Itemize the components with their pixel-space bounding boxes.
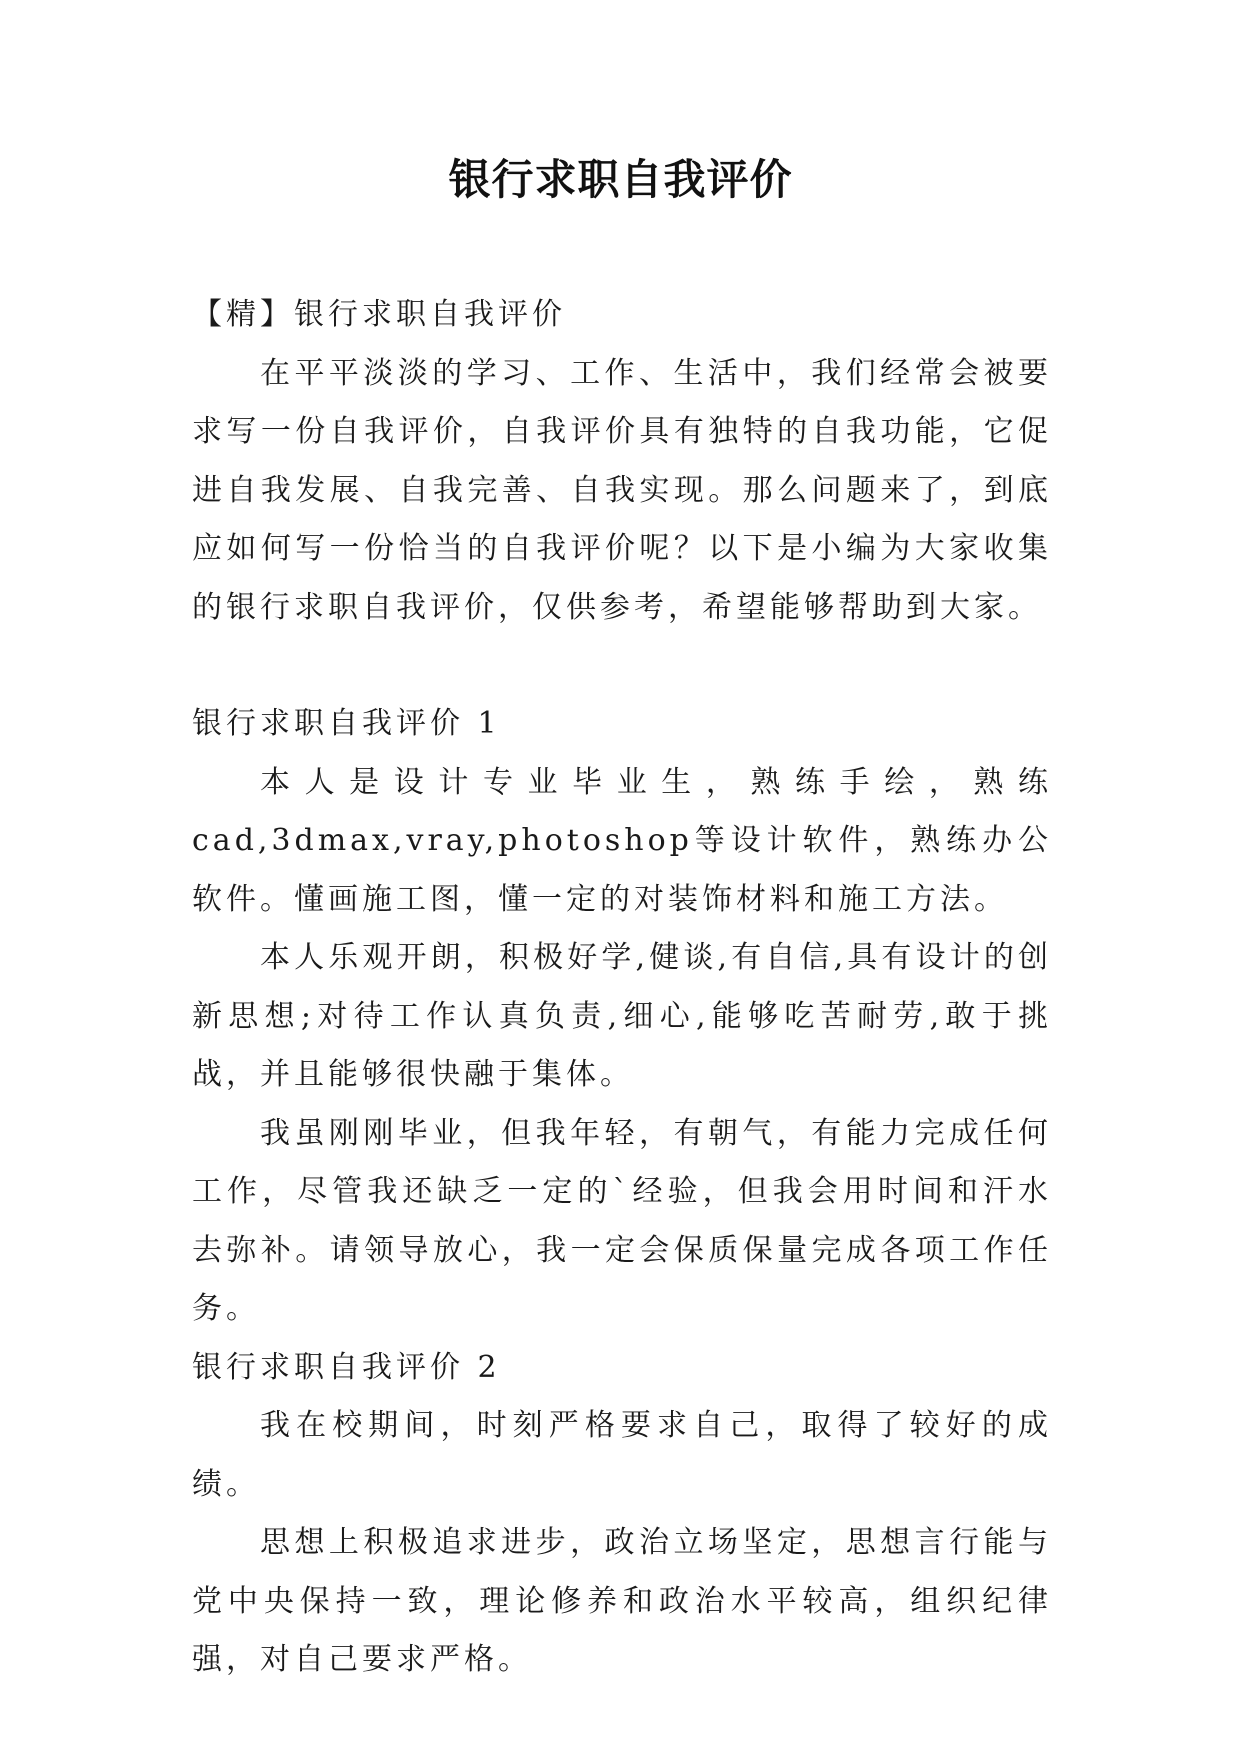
section-1-paragraph-2: 本人乐观开朗，积极好学,健谈,有自信,具有设计的创新思想;对待工作认真负责,细心,能够吃苦耐劳,敢于挑战，并且能够很快融于集体。 <box>192 940 1052 1092</box>
section-heading-2: 银行求职自我评价 2 <box>192 1349 501 1385</box>
section-2-paragraph-1: 我在校期间，时刻严格要求自己，取得了较好的成绩。 <box>192 1408 1052 1502</box>
section-1-paragraph-3: 我虽刚刚毕业，但我年轻，有朝气，有能力完成任何工作，尽管我还缺乏一定的`经验，但我会用时间和汗水去弥补。请领导放心，我一定会保质保量完成各项工作任务。 <box>192 1115 1052 1326</box>
document-title: 银行求职自我评价 <box>448 155 793 204</box>
section-2-paragraph-2: 思想上积极追求进步，政治立场坚定，思想言行能与党中央保持一致，理论修养和政治水平较高，组织纪律强，对自己要求严格。 <box>192 1525 1052 1677</box>
section-heading-1: 银行求职自我评价 1 <box>192 706 501 741</box>
section-spacer <box>192 637 1052 695</box>
section-1-paragraph-1: 本人是设计专业毕业生，熟练手绘，熟练cad,3dmax,vray,photoshop等设计软件，熟练办公软件。懂画施工图，懂一定的对装饰材料和施工方法。 <box>192 764 1052 917</box>
intro-paragraph: 在平平淡淡的学习、工作、生活中，我们经常会被要求写一份自我评价，自我评价具有独特的自我功能，它促进自我发展、自我完善、自我实现。那么问题来了，到底应如何写一份恰当的自我评价呢？以下是小编为大家收集的银行求职自我评价，仅供参考，希望能够帮助到大家。 <box>192 355 1052 625</box>
intro-heading: 【精】银行求职自我评价 <box>192 297 566 332</box>
document-body <box>192 286 1052 1690</box>
